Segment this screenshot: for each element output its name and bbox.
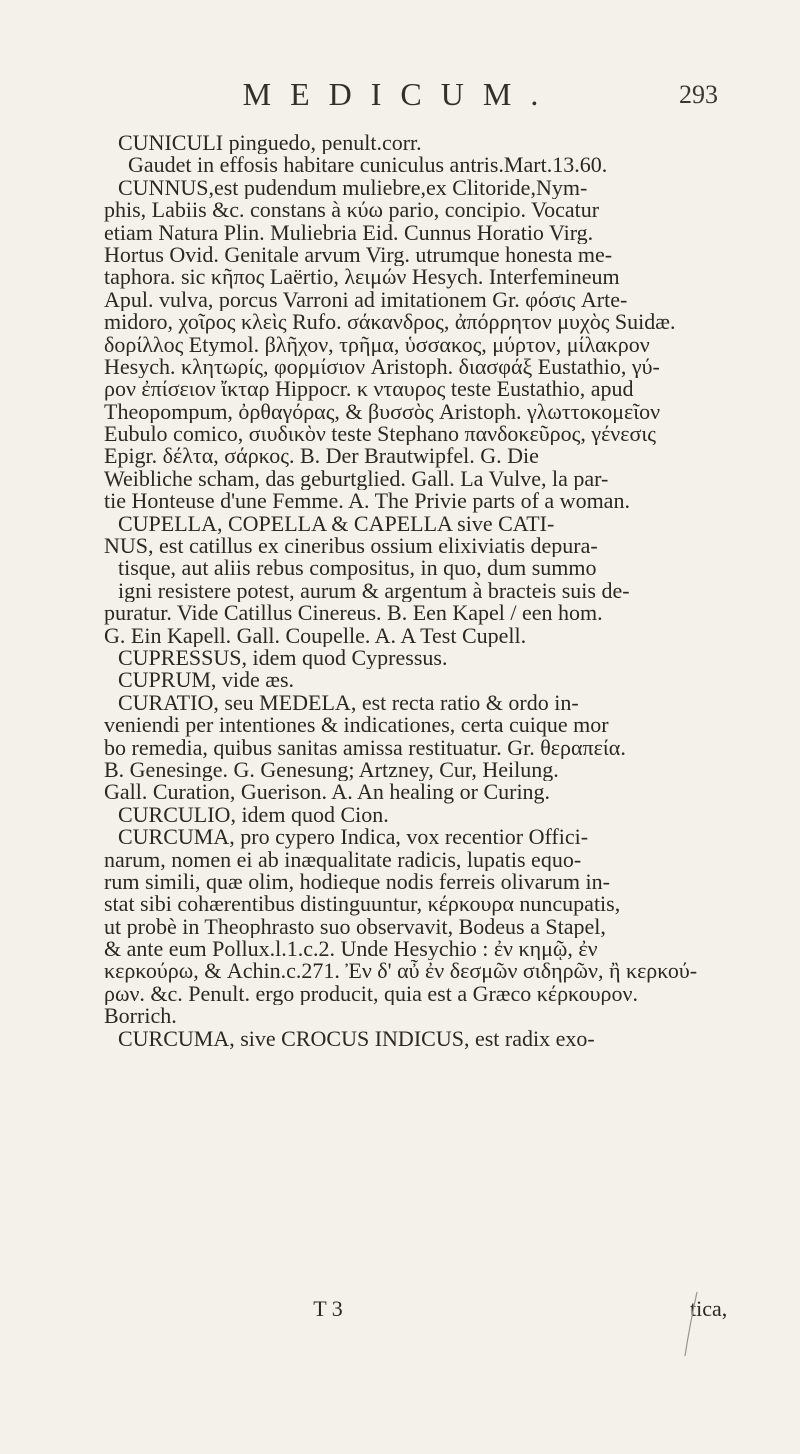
text-line: & ante eum Pollux.l.1.c.2. Unde Hesychio : ἐν κημῷ, ἐν <box>104 938 598 961</box>
text-line: Borrich. <box>104 1005 177 1028</box>
text-line: narum, nomen ei ab inæqualitate radicis, lupatis equo- <box>104 848 582 871</box>
dictionary-text <box>104 132 744 1050</box>
page-header <box>0 76 800 116</box>
text-line: ρων. &c. Penult. ergo producit, quia est a Græco κέρκουρον. <box>104 982 638 1006</box>
text-line: CUNICULI pinguedo, penult.corr. <box>118 132 422 155</box>
text-line: igni resistere potest, aurum & argentum à bracteis suis de- <box>118 579 630 603</box>
text-line: CURATIO, seu MEDELA, est recta ratio & ordo in- <box>118 691 579 715</box>
text-line: NUS, est catillus ex cineribus ossium elixiviatis depura- <box>104 535 598 558</box>
page-number: 293 <box>679 80 718 109</box>
text-line: CURCULIO, idem quod Cion. <box>118 803 389 827</box>
text-line: Weibliche scham, das geburtglied. Gall. La Vulve, la par- <box>104 467 609 491</box>
text-line: phis, Labiis &c. constans à κύω pario, concipio. Vocatur <box>104 199 600 222</box>
text-line: ut probè in Theophrasto suo observavit, Bodeus a Stapel, <box>104 915 606 939</box>
text-line: Apul. vulva, porcus Varroni ad imitationem Gr. φόσις Arte- <box>104 288 628 312</box>
text-line: Epigr. δέλτα, σάρκος. B. Der Brautwipfel. G. Die <box>104 445 539 468</box>
text-line: Eubulo comico, σιυδικὸν teste Stephano πανδοκεῦρος, γένεσις <box>104 423 656 446</box>
text-line: CURCUMA, pro cypero Indica, vox recentior Offici- <box>118 826 589 849</box>
text-line: CUPELLA, COPELLA & CAPELLA sive CATI- <box>118 512 555 536</box>
text-line: δορίλλος Etymol. βλῆχον, τρῆμα, ὑσσακος, μύρτον, μίλακρον <box>104 333 650 356</box>
text-line: etiam Natura Plin. Muliebria Eid. Cunnus Horatio Virg. <box>104 221 594 244</box>
text-line: midoro, χοῖρος κλεὶς Rufo. σάκανδρος, ἀπόρρητον μυχὸς Suidæ. <box>104 311 676 334</box>
text-line: B. Genesinge. G. Genesung; Artzney, Cur, Heilung. <box>104 758 559 782</box>
text-line: κερκούρω, & Achin.c.271. Ἐν δ' αὖ ἐν δεσμῶν σιδηρῶν, ἢ κερκού- <box>104 960 698 983</box>
text-line: CUPRUM, vide æs. <box>118 669 295 692</box>
catchword: tica, <box>690 1296 728 1321</box>
text-line: stat sibi cohærentibus distinguuntur, κέρκουρα nuncupatis, <box>104 893 621 916</box>
text-line: CUNNUS,est pudendum muliebre,ex Clitoride,Nym- <box>118 176 588 200</box>
text-line: CURCUMA, sive CROCUS INDICUS, est radix exo- <box>118 1027 595 1051</box>
text-line: Hortus Ovid. Genitale arvum Virg. utrumque honesta me- <box>104 243 613 267</box>
text-line: rum simili, quæ olim, hodieque nodis ferreis olivarum in- <box>104 870 610 894</box>
text-line: taphora. sic κῆπος Laërtio, λειμών Hesych. Interfemineum <box>104 266 620 289</box>
pencil-mark-icon <box>675 1290 705 1360</box>
text-line: tisque, aut aliis rebus compositus, in quo, dum summo <box>118 557 597 580</box>
text-line: ρον ἐπίσειον ἴκταρ Hippocr. κ νταυρος teste Eustathio, apud <box>104 378 634 401</box>
text-line: tie Honteuse d'une Femme. A. The Privie parts of a woman. <box>104 490 630 513</box>
text-line: G. Ein Kapell. Gall. Coupelle. A. A Test Cupell. <box>104 624 527 647</box>
text-line: Hesych. κλητωρίς, φορμίσιον Aristoph. διασφάξ Eustathio, γύ- <box>104 355 660 379</box>
text-line: Gaudet in effosis habitare cuniculus antris.Mart.13.60. <box>128 154 608 177</box>
text-line: bo remedia, quibus sanitas amissa restituatur. Gr. θεραπεία. <box>104 736 626 759</box>
signature-mark: T 3 <box>313 1296 343 1321</box>
text-line: Theopompum, ὀρθαγόρας, & βυσσὸς Aristoph. γλωττοκομεῖον <box>104 400 661 424</box>
text-line: Gall. Curation, Guerison. A. An healing or Curing. <box>104 781 551 804</box>
text-line: CUPRESSUS, idem quod Cypressus. <box>118 646 448 670</box>
text-line: puratur. Vide Catillus Cinereus. B. Een Kapel / een hom. <box>104 602 603 625</box>
text-line: veniendi per intentiones & indicationes, certa cuique mor <box>104 714 609 737</box>
running-title: MEDICUM. <box>242 76 558 112</box>
